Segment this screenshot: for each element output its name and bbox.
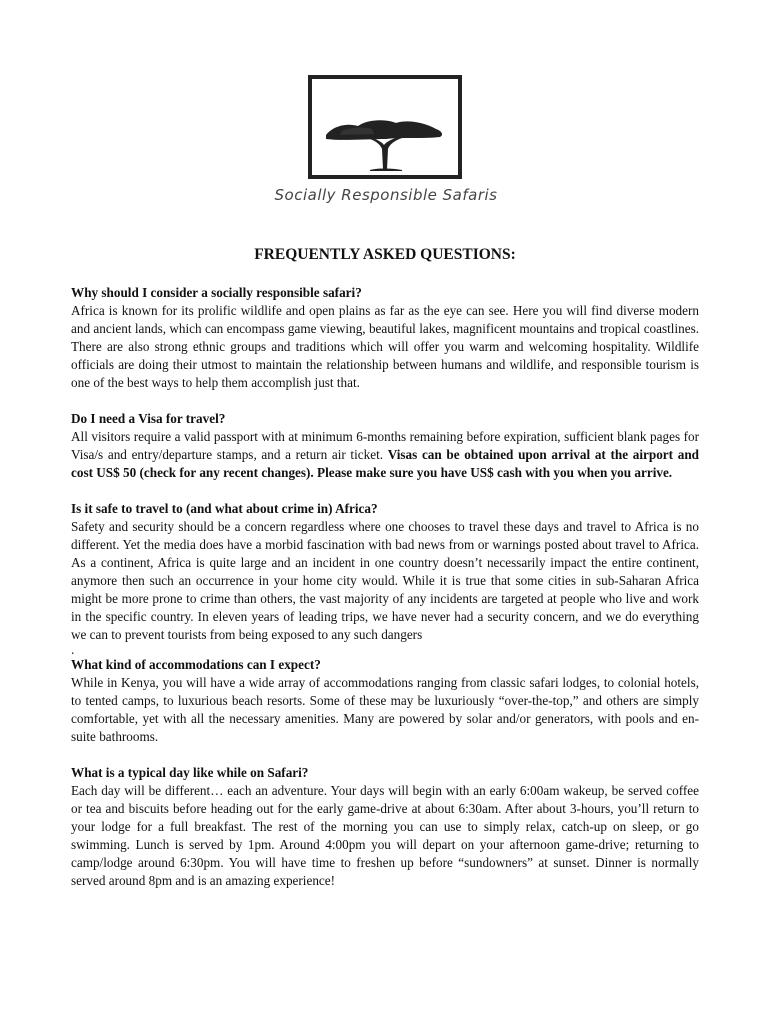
faq-question-1: Why should I consider a socially responsible safari? bbox=[71, 285, 362, 300]
acacia-tree-icon bbox=[312, 79, 458, 175]
faq-answer-4: While in Kenya, you will have a wide array of accommodations ranging from classic safari lodges, to colonial hotels, to tented camps, to luxurious beach resorts. Some of these may be luxuriously “over-the-top,” and others are simply comfortable, yet with all the necessary amenities. Many are powered by solar and/or generators, with pools and en-suite bathrooms. bbox=[71, 675, 699, 744]
faq-answer-1: Africa is known for its prolific wildlife and open plains as far as the eye can see. Here you will find diverse modern and ancient lands, which can encompass game viewing, beautiful lakes, magnificent mountains and tropical coastlines. There are also strong ethnic groups and traditions which will offer you warm and welcoming hospitality. Wildlife officials are doing their utmost to maintain the relationship between humans and wildlife, and responsible tourism is one of the best ways to help them accomplish just that. bbox=[71, 303, 699, 390]
faq-question-3: Is it safe to travel to (and what about crime in) Africa? bbox=[71, 501, 378, 516]
faq-answer-2 bbox=[71, 428, 699, 482]
faq-answer-5: Each day will be different… each an adventure. Your days will begin with an early 6:00am wakeup, be served coffee or tea and biscuits before heading out for the early game-drive at about 6:30am. After about 3-hours, you’ll return to your lodge for a full breakfast. The rest of the morning you can use to simply relax, catch-up on sleep, or go swimming. Lunch is served by 1pm. Around 4:00pm you will depart on your afternoon game-drive; returning to camp/lodge around 6:30pm. You will have time to freshen up before “sundowners” at sunset. Dinner is normally served around 8pm and is an amazing experience! bbox=[71, 783, 699, 888]
faq-list bbox=[71, 284, 699, 890]
logo-tagline: Socially Responsible Safaris bbox=[274, 186, 498, 204]
page-title: FREQUENTLY ASKED QUESTIONS: bbox=[254, 246, 516, 263]
faq-question-4: What kind of accommodations can I expect? bbox=[71, 657, 321, 672]
faq-question-2: Do I need a Visa for travel? bbox=[71, 411, 226, 426]
faq-answer-3-trailing: . bbox=[71, 642, 75, 657]
faq-answer-2-text: All visitors require a valid passport with at minimum 6-months remaining before expiration, sufficient blank pages for Visa/s and entry/departure stamps, and a return air ticket. bbox=[71, 429, 699, 462]
faq-question-5: What is a typical day like while on Safari? bbox=[71, 765, 309, 780]
faq-answer-3: Safety and security should be a concern regardless where one chooses to travel these days and travel to Africa is no different. Yet the media does have a morbid fascination with bad news from or warnings posted about travel to Africa. As a continent, Africa is quite large and an incident in one country doesn’t necessarily impact the entire continent, anymore then such an occurrence in your home city would. While it is true that some cities in sub-Saharan Africa might be more prone to crime than others, the vast majority of any incidents are targeted at people who live and work in the specific country. In eleven years of leading trips, we have never had a security concern, and we do everything we can to prevent tourists from being exposed to any such dangers bbox=[71, 519, 699, 642]
logo-frame bbox=[308, 75, 462, 179]
faq-answer-2-bold: Visas can be obtained upon arrival at the airport and cost US$ 50 (check for any recent changes). Please make sure you have US$ cash with you when you arrive. bbox=[71, 447, 699, 480]
